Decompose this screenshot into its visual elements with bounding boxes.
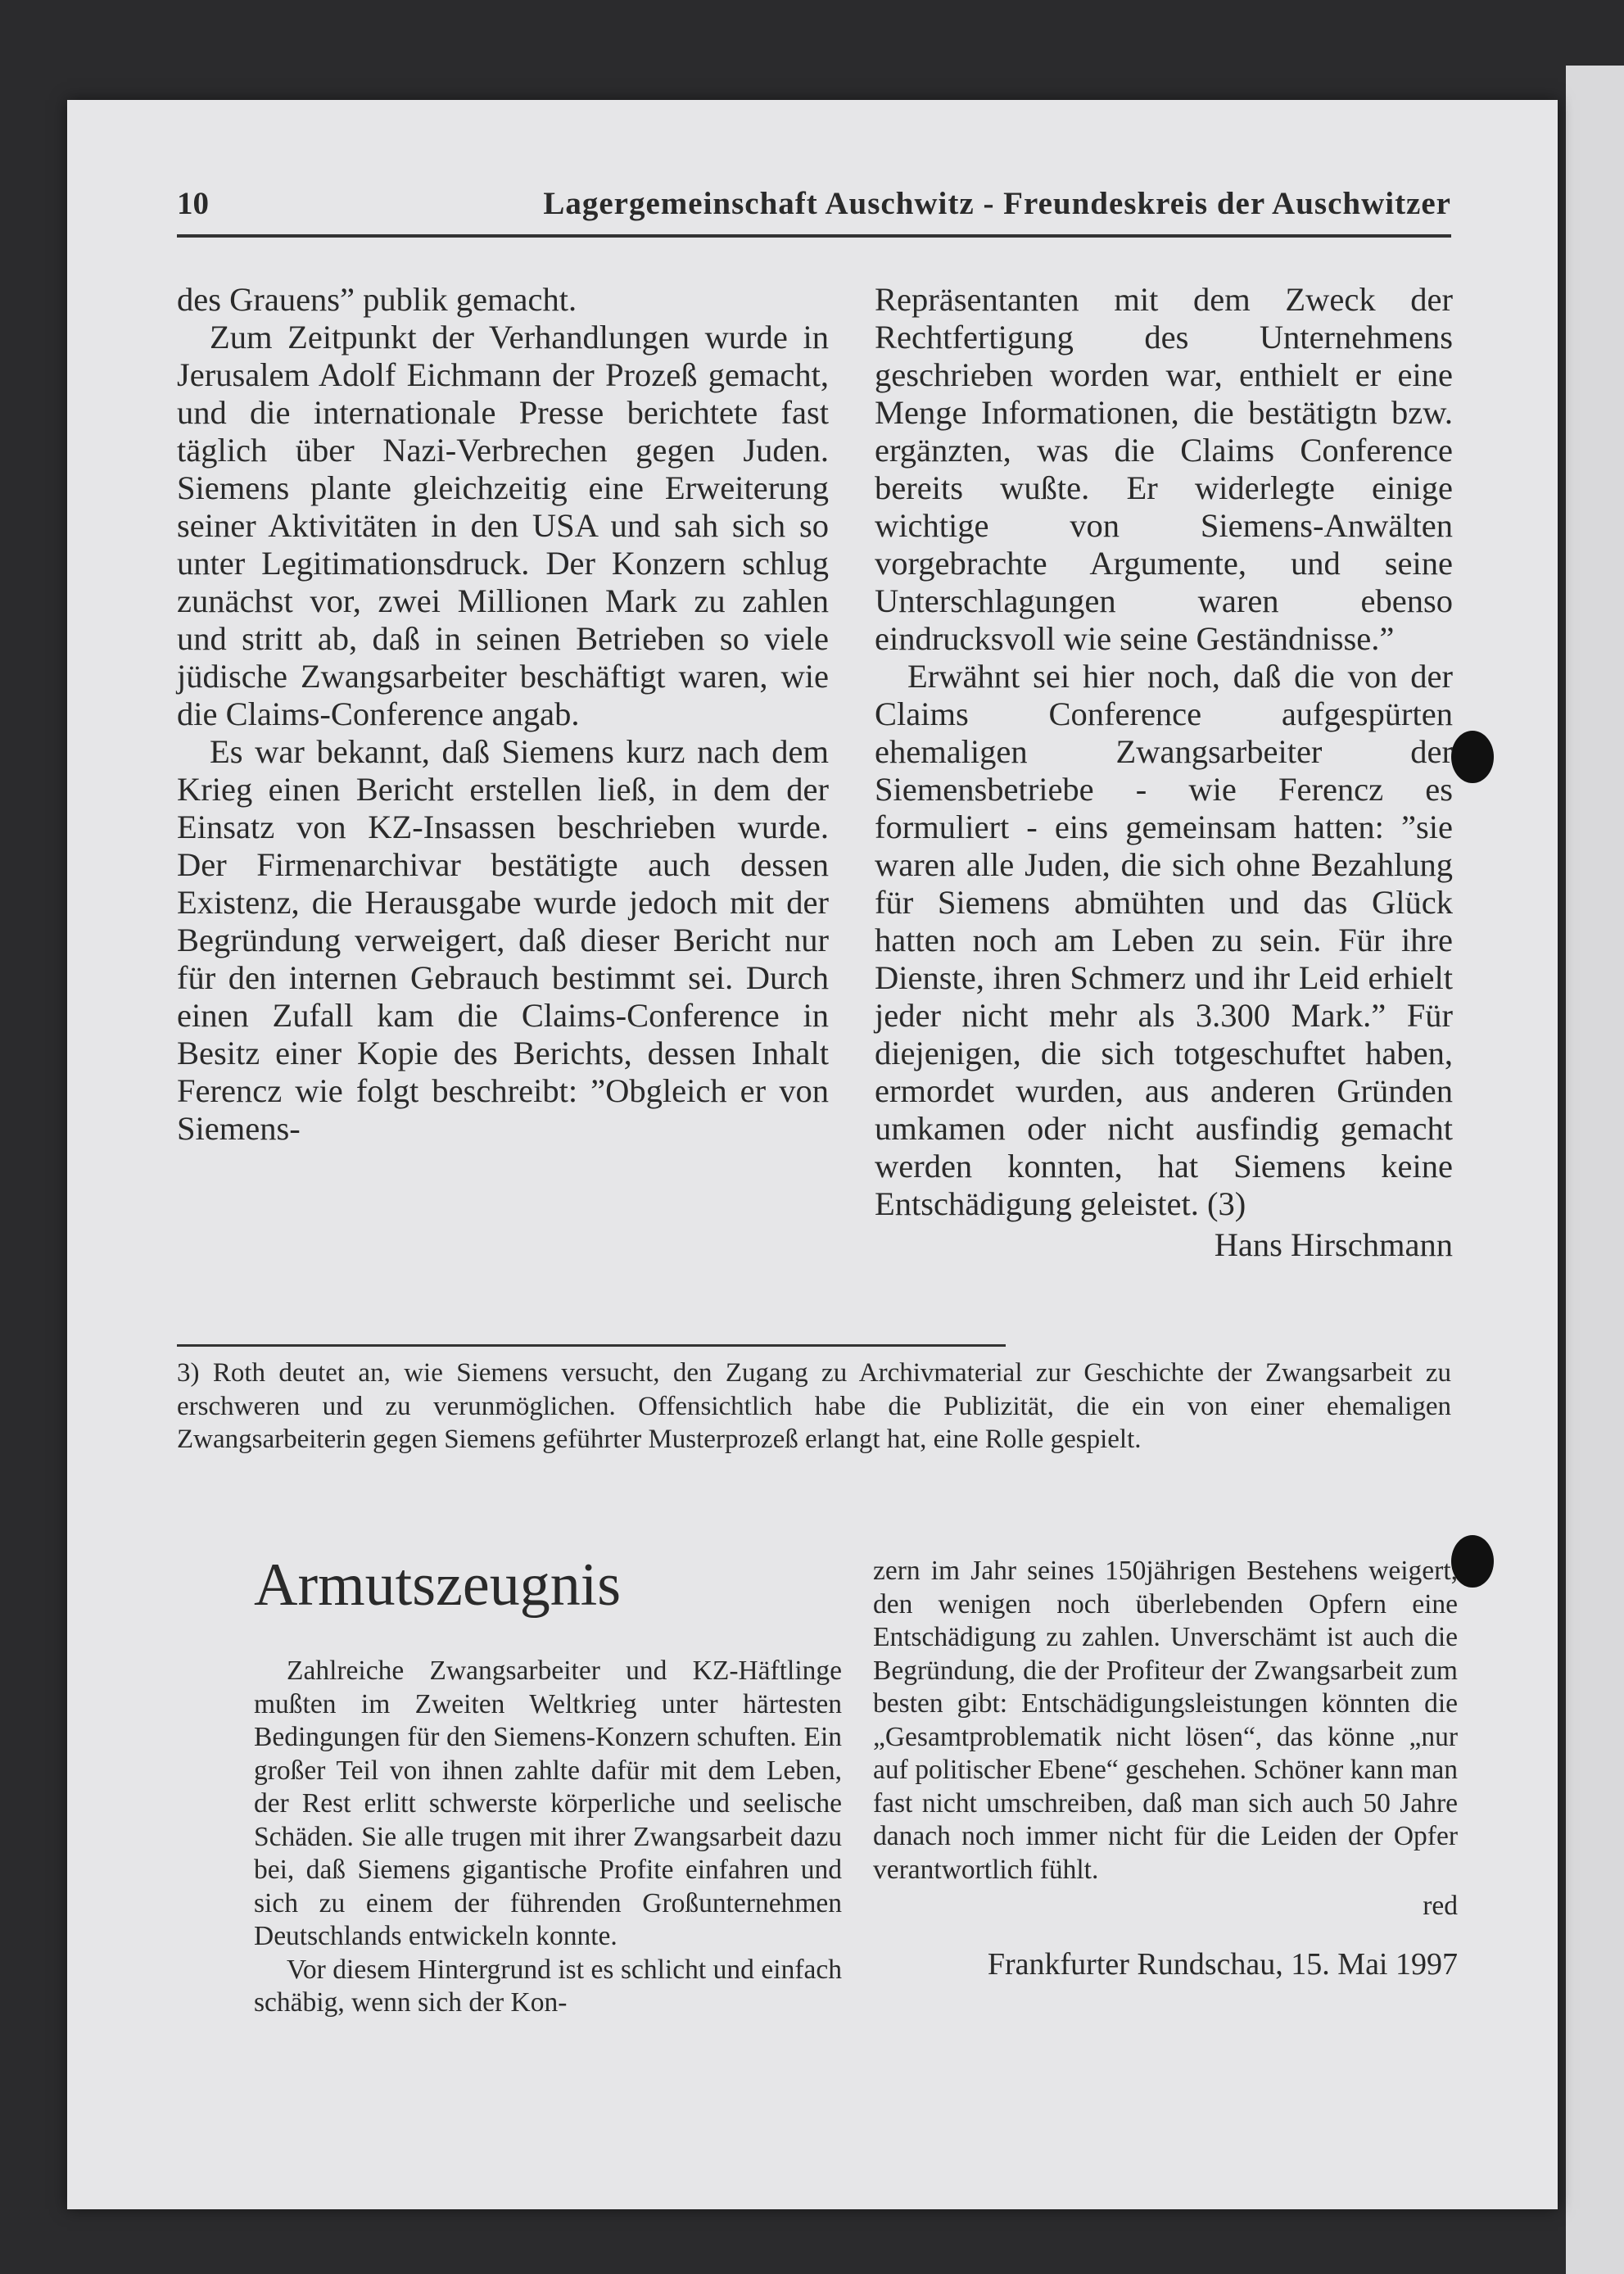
article1-paragraph: Repräsentanten mit dem Zweck der Rechtfertigung des Unternehmens geschrieben worden war, enthielt er eine Menge Informationen, die bestätigtn bzw. ergänzten, was die Claims Conference bereits wußte. Er widerlegte einige wichtige von Siemens-Anwälten vorgebrachte Argumente, und seine Unterschlagungen waren ebenso eindrucksvoll wie seine Geständnisse.” [875,281,1453,657]
article1-paragraph: Es war bekannt, daß Siemens kurz nach dem Krieg einen Bericht erstellen ließ, in dem der Einsatz von KZ-Insassen beschrieben wurde. Der Firmenarchivar bestätigte auch dessen Existenz, die Herausgabe wurde jedoch mit der Begründung verweigert, daß dieser Bericht nur für den internen Gebrauch bestimmt sei. Durch einen Zufall kam die Claims-Conference in Besitz einer Kopie des Berichts, dessen Inhalt Ferencz wie folgt beschreibt: ”Obgleich er von Siemens- [177,733,829,1147]
article2-source: Frankfurter Rundschau, 15. Mai 1997 [987,1946,1458,1982]
header-rule [177,234,1451,238]
article2-signature: red [1423,1891,1458,1921]
article1-author: Hans Hirschmann [1214,1226,1453,1263]
article2-paragraph: zern im Jahr seines 150jährigen Bestehens weigert, den wenigen noch überlebenden Opfern eine Entschädigung zu zahlen. Unverschämt ist auch die Begründung, die der Profiteur der Zwangsarbeit zum besten gibt: Entschädigungsleistungen könnten die „Gesamtproblematik nicht lösen“, das könne „nur auf politischer Ebene“ geschehen. Schöner kann man fast nicht umschreiben, daß man sich auch 50 Jahre danach noch immer nicht für die Leiden der Opfer verantwortlich fühlt. [873,1556,1458,1885]
article2-title: Armutszeugnis [254,1551,622,1619]
article1-paragraph: Erwähnt sei hier noch, daß die von der Claims Conference aufgespürten ehemaligen Zwangsarbeiter der Siemensbetriebe - wie Ferencz es formuliert - eins gemeinsam hatten: ”sie waren alle Juden, die sich ohne Bezahlung für Siemens abmühten und das Glück hatten noch am Leben zu sein. Für ihre Dienste, ihren Schmerz und ihr Leid erhielt jeder nicht mehr als 3.300 Mark.” Für diejenigen, die sich totgeschuftet haben, ermordet wurden, aus anderen Gründen umkamen oder nicht ausfindig gemacht werden konnten, hat Siemens keine Entschädigung geleistet. (3) [875,658,1453,1222]
footnote: 3) Roth deutet an, wie Siemens versucht, den Zugang zu Archivmaterial zur Geschichte der Zwangsarbeit zu erschweren und zu verunmöglichen. Offensichtlich habe die Publizität, die ein von einer ehemaligen Zwangsarbeiterin gegen Siemens geführter Musterprozeß erlangt hat, eine Rolle gespielt. [177,1358,1451,1454]
article2-paragraph: Zahlreiche Zwangsarbeiter und KZ-Häftlinge mußten im Zweiten Weltkrieg unter härtesten Bedingungen für den Siemens-Konzern schuften. Ein großer Teil von ihnen zahlte dafür mit dem Leben, der Rest erlitt schwerste körperliche und seelische Schäden. Sie alle trugen mit ihrer Zwangsarbeit dazu bei, daß Siemens gigantische Profite einfahren und sich zu einem der führenden Großunternehmen Deutschlands entwickeln konnte. [254,1656,842,1951]
article1-paragraph: Zum Zeitpunkt der Verhandlungen wurde in Jerusalem Adolf Eichmann der Prozeß gemacht, und die internationale Presse berichtete fast täglich über Nazi-Verbrechen gegen Juden. Siemens plante gleichzeitig eine Erweiterung seiner Aktivitäten in den USA und sah sich so unter Legitimationsdruck. Der Konzern schlug zunächst vor, zwei Millionen Mark zu zahlen und stritt ab, daß in seinen Betrieben so viele jüdische Zwangsarbeiter beschäftigt waren, wie die Claims-Conference angab. [177,319,829,732]
adjacent-page-edge [1566,66,1624,2274]
article2-column-left [254,1655,842,2020]
page-number: 10 [177,186,209,221]
page-header [177,180,1451,238]
article1-column-left [177,281,829,1148]
article2-paragraph: Vor diesem Hintergrund ist es schlicht und einfach schäbig, wenn sich der Kon- [254,1954,842,2018]
footnote-rule [177,1344,1006,1347]
article2-column-right [873,1555,1458,1982]
article1-paragraph: des Grauens” publik gemacht. [177,281,577,318]
header-title: Lagergemeinschaft Auschwitz - Freundeskreis der Auschwitzer [543,186,1451,221]
punch-hole-upper [1451,731,1494,783]
article1-column-right [875,281,1453,1264]
